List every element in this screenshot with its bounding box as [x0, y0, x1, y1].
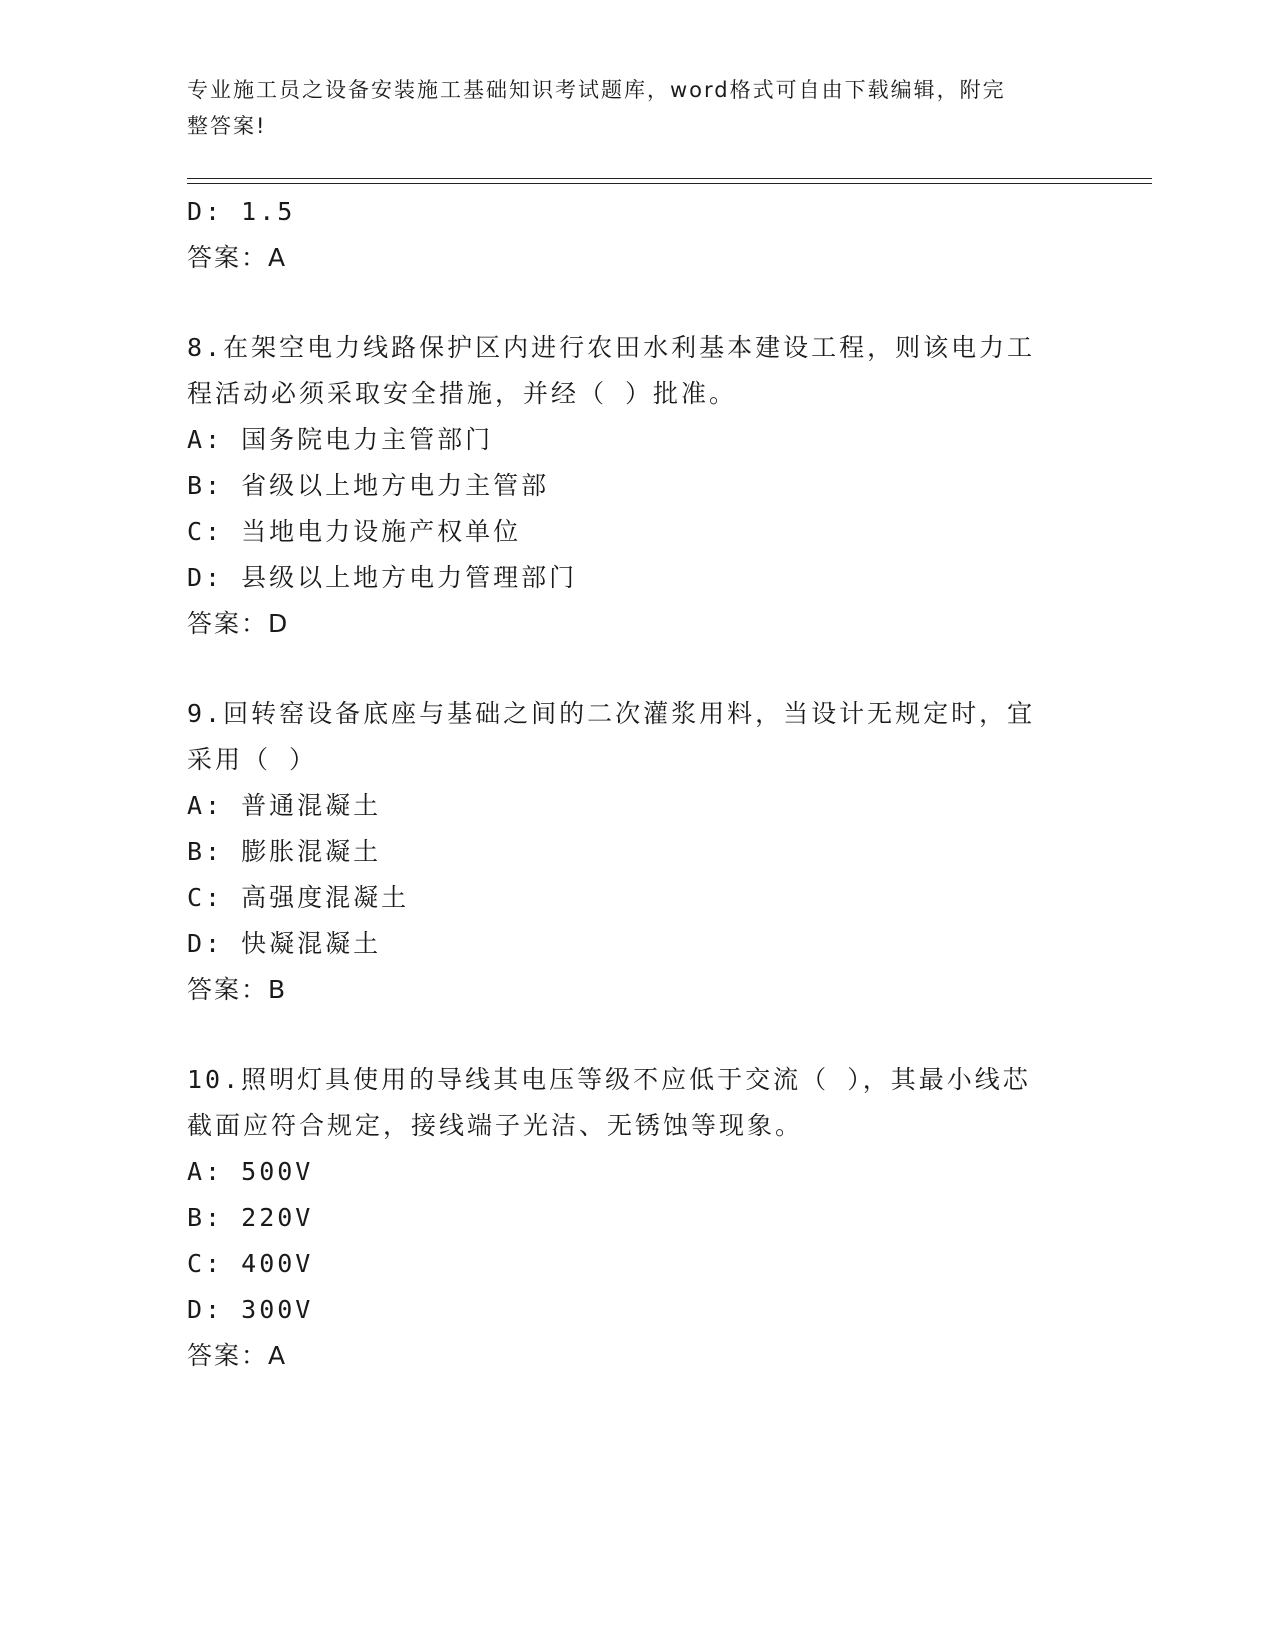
header-divider-top	[187, 178, 1152, 179]
previous-question-tail	[187, 189, 1067, 281]
option-b: B: 膨胀混凝土	[187, 837, 382, 866]
option-c: C: 当地电力设施产权单位	[187, 517, 522, 546]
question-text-line-1: 10.照明灯具使用的导线其电压等级不应低于交流（ ），其最小线芯	[187, 1065, 1031, 1094]
question-list	[187, 189, 1067, 1379]
option-c: C: 400V	[187, 1249, 314, 1278]
option-a: A: 普通混凝土	[187, 791, 382, 820]
spacer	[187, 1013, 1067, 1057]
question-text-line-1: 9.回转窑设备底座与基础之间的二次灌浆用料，当设计无规定时，宜	[187, 699, 1036, 728]
option-d: D: 300V	[187, 1295, 314, 1324]
option-a: A: 500V	[187, 1157, 314, 1186]
spacer	[187, 647, 1067, 691]
option-c: C: 高强度混凝土	[187, 883, 410, 912]
option-d: D: 县级以上地方电力管理部门	[187, 563, 578, 592]
question-text-line-2: 采用（ ）	[187, 745, 318, 774]
option-a: A: 国务院电力主管部门	[187, 425, 494, 454]
option-b: B: 220V	[187, 1203, 314, 1232]
question-10	[187, 1057, 1067, 1379]
header-line-2: 整答案!	[187, 114, 267, 138]
answer-line: 答案：A	[187, 1341, 288, 1370]
question-text-line-2: 程活动必须采取安全措施，并经（ ）批准。	[187, 379, 738, 408]
option-b: B: 省级以上地方电力主管部	[187, 471, 550, 500]
option-d: D: 快凝混凝土	[187, 929, 382, 958]
answer-line: 答案：A	[187, 243, 288, 272]
header-divider-bottom	[187, 183, 1152, 184]
answer-line: 答案：B	[187, 975, 288, 1004]
question-9	[187, 691, 1067, 1013]
question-8	[187, 325, 1067, 647]
header-line-1: 专业施工员之设备安装施工基础知识考试题库，word格式可自由下载编辑，附完	[187, 78, 1006, 102]
answer-line: 答案：D	[187, 609, 290, 638]
option-d: D: 1.5	[187, 197, 296, 226]
spacer	[187, 281, 1067, 325]
question-text-line-2: 截面应符合规定，接线端子光洁、无锈蚀等现象。	[187, 1111, 804, 1140]
document-header	[187, 72, 1067, 144]
question-text-line-1: 8.在架空电力线路保护区内进行农田水利基本建设工程，则该电力工	[187, 333, 1036, 362]
